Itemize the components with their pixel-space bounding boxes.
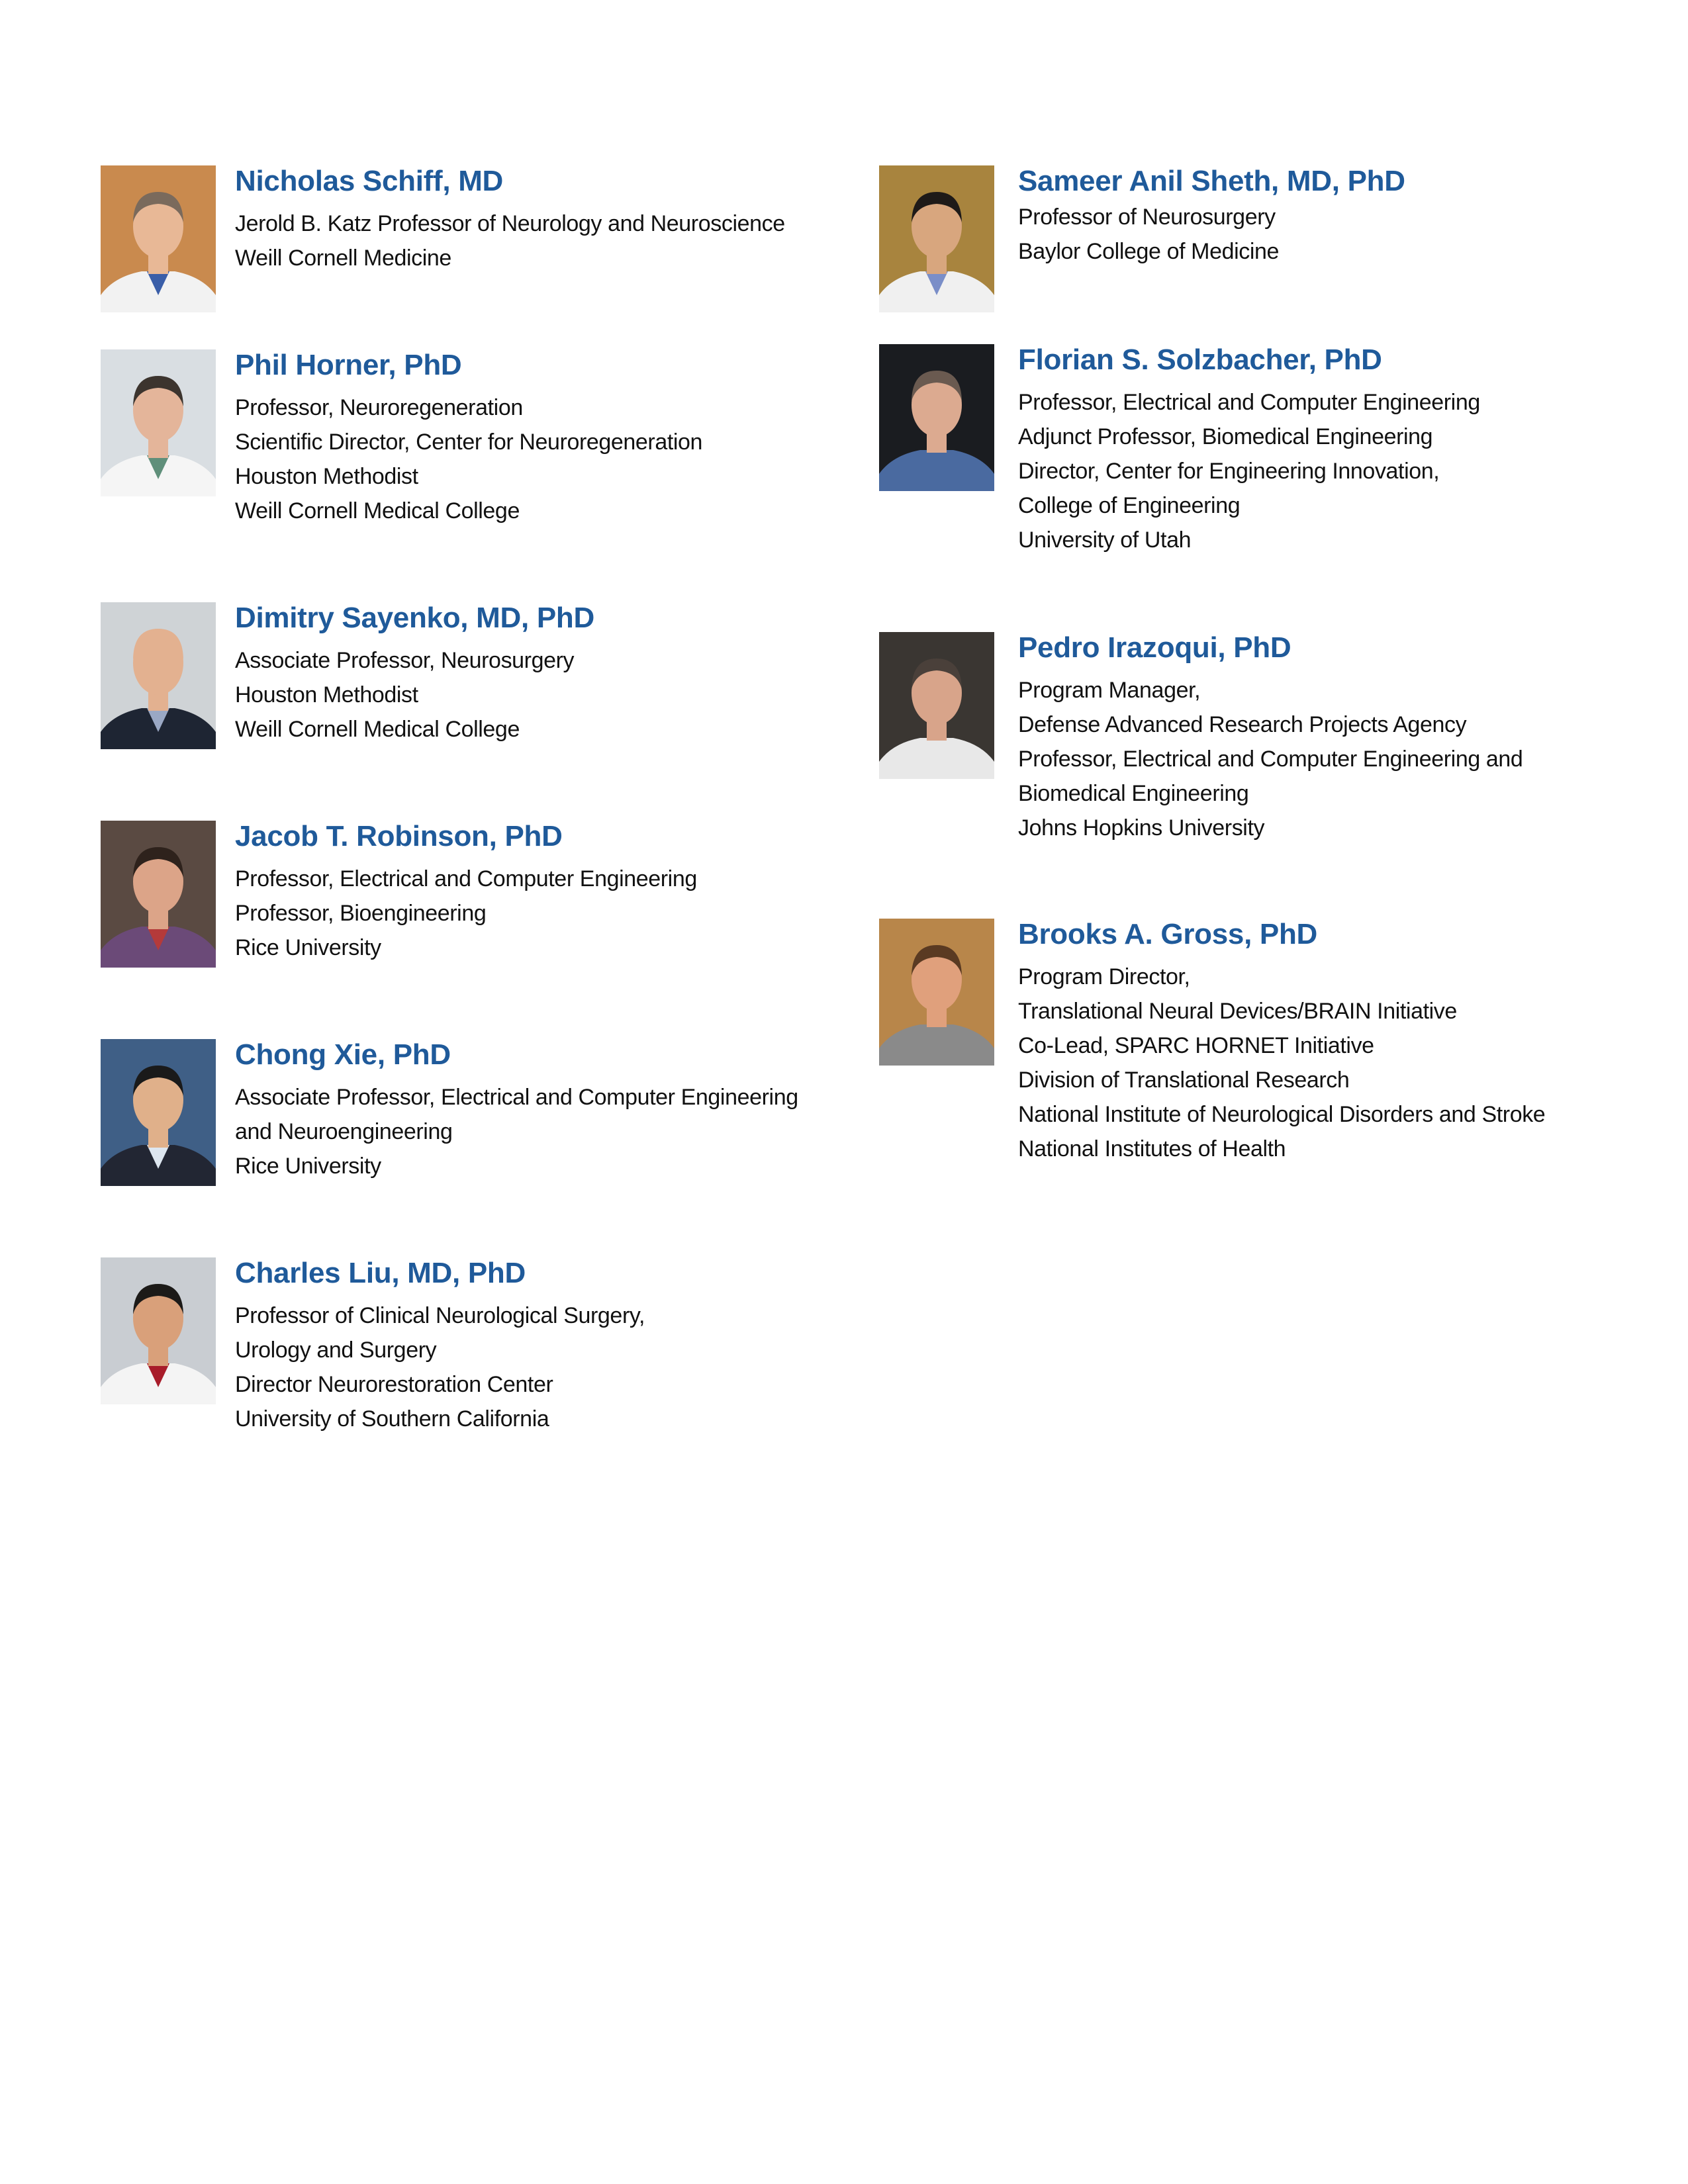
affiliation-line: Houston Methodist — [235, 682, 418, 707]
affiliation-list — [235, 1298, 645, 1436]
profile-info — [235, 602, 594, 747]
headshot-image — [879, 632, 994, 779]
person-name: Sameer Anil Sheth, MD, PhD — [1018, 165, 1405, 197]
profile-info — [1018, 919, 1545, 1166]
affiliation-line: Professor of Clinical Neurological Surgery, — [235, 1303, 645, 1328]
affiliation-line: Weill Cornell Medicine — [235, 246, 451, 271]
affiliation-line: Program Director, — [1018, 964, 1190, 989]
affiliation-list — [235, 1080, 798, 1183]
affiliation-line: Division of Translational Research — [1018, 1068, 1350, 1093]
person-name: Charles Liu, MD, PhD — [235, 1257, 526, 1289]
headshot-photo — [879, 165, 994, 312]
affiliation-line: Adjunct Professor, Biomedical Engineering — [1018, 424, 1433, 449]
profile-info — [1018, 165, 1405, 269]
headshot-image — [101, 1039, 216, 1186]
headshot-photo — [101, 1257, 216, 1404]
affiliation-line: and Neuroengineering — [235, 1119, 453, 1144]
profile-info — [235, 165, 785, 275]
affiliation-line: Rice University — [235, 935, 381, 960]
affiliation-line: Associate Professor, Neurosurgery — [235, 648, 575, 673]
affiliation-line: Associate Professor, Electrical and Computer Engineering — [235, 1085, 798, 1110]
profile-info — [1018, 344, 1480, 557]
affiliation-line: Director Neurorestoration Center — [235, 1372, 553, 1397]
affiliation-list — [235, 862, 697, 965]
affiliation-line: Rice University — [235, 1154, 381, 1179]
headshot-image — [101, 602, 216, 749]
affiliation-line: Weill Cornell Medical College — [235, 717, 520, 742]
affiliation-line: University of Utah — [1018, 527, 1192, 553]
profile-info — [235, 1039, 798, 1183]
affiliation-list — [235, 206, 785, 275]
headshot-photo — [101, 1039, 216, 1186]
affiliation-line: Professor, Electrical and Computer Engineering — [1018, 390, 1480, 415]
affiliation-line: Translational Neural Devices/BRAIN Initiative — [1018, 999, 1457, 1024]
headshot-image — [879, 344, 994, 491]
headshot-image — [101, 165, 216, 312]
person-name: Pedro Irazoqui, PhD — [1018, 631, 1291, 664]
person-name: Florian S. Solzbacher, PhD — [1018, 343, 1382, 376]
headshot-image — [101, 349, 216, 496]
affiliation-line: Houston Methodist — [235, 464, 418, 489]
headshot-photo — [101, 821, 216, 968]
affiliation-line: College of Engineering — [1018, 493, 1241, 518]
affiliation-line: Weill Cornell Medical College — [235, 498, 520, 523]
headshot-photo — [879, 632, 994, 779]
headshot-image — [879, 919, 994, 1066]
profile-info — [235, 349, 702, 528]
person-name: Jacob T. Robinson, PhD — [235, 820, 563, 852]
headshot-image — [101, 821, 216, 968]
person-name: Brooks A. Gross, PhD — [1018, 918, 1318, 950]
affiliation-line: Professor, Bioengineering — [235, 901, 487, 926]
headshot-image — [101, 1257, 216, 1404]
affiliation-line: Defense Advanced Research Projects Agency — [1018, 712, 1467, 737]
affiliation-line: Professor of Neurosurgery — [1018, 205, 1276, 230]
profile-info — [235, 821, 697, 965]
headshot-photo — [879, 344, 994, 491]
affiliation-line: Jerold B. Katz Professor of Neurology and Neuroscience — [235, 211, 785, 236]
person-name: Dimitry Sayenko, MD, PhD — [235, 602, 594, 634]
affiliation-list — [235, 390, 702, 528]
affiliation-line: National Institutes of Health — [1018, 1136, 1286, 1161]
profile-info — [235, 1257, 645, 1436]
affiliation-list — [1018, 385, 1480, 557]
headshot-photo — [101, 602, 216, 749]
affiliation-list — [1018, 960, 1545, 1166]
affiliation-line: Professor, Electrical and Computer Engineering and — [1018, 747, 1523, 772]
affiliation-line: Program Manager, — [1018, 678, 1201, 703]
affiliation-list — [1018, 200, 1405, 269]
person-name: Nicholas Schiff, MD — [235, 165, 504, 197]
affiliation-line: Co-Lead, SPARC HORNET Initiative — [1018, 1033, 1374, 1058]
profile-info — [1018, 632, 1523, 845]
affiliation-line: Baylor College of Medicine — [1018, 239, 1280, 264]
affiliation-list — [235, 643, 594, 747]
headshot-photo — [101, 165, 216, 312]
headshot-image — [879, 165, 994, 312]
affiliation-line: Scientific Director, Center for Neuroregeneration — [235, 430, 703, 455]
affiliation-list — [1018, 673, 1523, 845]
affiliation-line: University of Southern California — [235, 1406, 549, 1432]
affiliation-line: Biomedical Engineering — [1018, 781, 1249, 806]
affiliation-line: Director, Center for Engineering Innovation, — [1018, 459, 1440, 484]
affiliation-line: Professor, Electrical and Computer Engineering — [235, 866, 697, 891]
affiliation-line: Professor, Neuroregeneration — [235, 395, 523, 420]
person-name: Phil Horner, PhD — [235, 349, 462, 381]
affiliation-line: National Institute of Neurological Disorders and Stroke — [1018, 1102, 1546, 1127]
headshot-photo — [101, 349, 216, 496]
headshot-photo — [879, 919, 994, 1066]
person-name: Chong Xie, PhD — [235, 1038, 451, 1071]
affiliation-line: Johns Hopkins University — [1018, 815, 1265, 841]
affiliation-line: Urology and Surgery — [235, 1338, 437, 1363]
